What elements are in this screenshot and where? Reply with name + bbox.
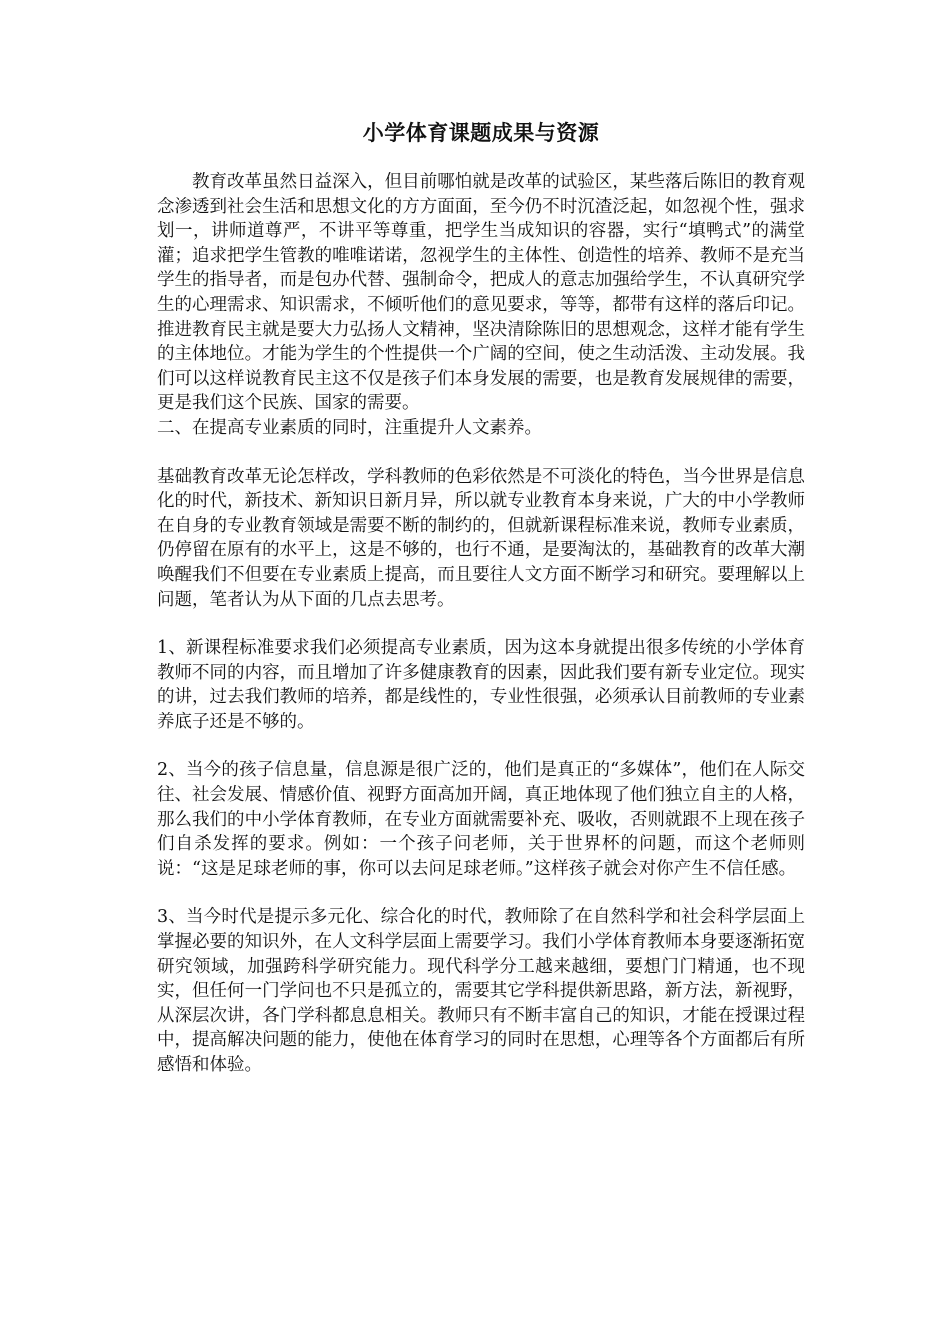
section-heading-two: 二、在提高专业素质的同时，注重提升人文素养。 (157, 417, 542, 438)
paragraph-spacer (157, 734, 805, 758)
paragraph-point-three: 3、当今时代是提示多元化、综合化的时代，教师除了在自然科学和社会科学层面上掌握必要的知识外，在人文科学层面上需要学习。我们小学体育教师本身要逐渐拓宽研究领域，加强跨科学研究能力。现代科学分工越来越细，要想门门精通，也不现实，但任何一门学问也不只是孤立的，需要其它学科提供新思路，新方法，新视野，从深层次讲，各门学科都息息相关。教师只有不断丰富自己的知识，才能在授课过程中，提高解决问题的能力，使他在体育学习的同时在思想，心理等各个方面都后有所感悟和体验。 (157, 907, 805, 1075)
paragraph-spacer (157, 612, 805, 636)
document-title: 小学体育课题成果与资源 (362, 120, 600, 145)
paragraph-basic-education-reform: 基础教育改革无论怎样改，学科教师的色彩依然是不可淡化的特色，当今世界是信息化的时代，新技术、新知识日新月异，所以就专业教育本身来说，广大的中小学教师在自身的专业教育领域是需要不断的制约的，但就新课程标准来说，教师专业素质，仍停留在原有的水平上，这是不够的，也行不通，是要淘汰的，基础教育的改革大潮唤醒我们不但要在专业素质上提高，而且要往人文方面不断学习和研究。要理解以上问题，笔者认为从下面的几点去思考。 (157, 466, 805, 610)
document-page (157, 118, 805, 1078)
paragraph-education-democracy: 教育改革虽然日益深入，但目前哪怕就是改革的试验区，某些落后陈旧的教育观念渗透到社会生活和思想文化的方方面面，至今仍不时沉渣泛起，如忽视个性，强求划一，讲师道尊严，不讲平等尊重，把学生当成知识的容器，实行“填鸭式”的满堂灌；追求把学生管教的唯唯诺诺，忽视学生的主体性、创造性的培养、教师不是充当学生的指导者，而是包办代替、强制命令，把成人的意志加强给学生，不认真研究学生的心理需求、知识需求，不倾听他们的意见要求，等等，都带有这样的落后印记。推进教育民主就是要大力弘扬人文精神，坚决清除陈旧的思想观念，这样才能有学生的主体地位。才能为学生的个性提供一个广阔的空间，使之生动活泼、主动发展。我们可以这样说教育民主这不仅是孩子们本身发展的需要，也是教育发展规律的需要，更是我们这个民族、国家的需要。 (157, 172, 805, 414)
paragraph-spacer (157, 441, 805, 465)
paragraph-point-two: 2、当今的孩子信息量，信息源是很广泛的，他们是真正的“多媒体”，他们在人际交往、社会发展、情感价值、视野方面高加开阔，真正地体现了他们独立自主的人格，那么我们的中小学体育教师，在专业方面就需要补充、吸收，否则就跟不上现在孩子们自杀发挥的要求。例如：一个孩子问老师，关于世界杯的问题，而这个老师则说：“这是足球老师的事，你可以去问足球老师。”这样孩子就会对你产生不信任感。 (157, 760, 805, 879)
paragraph-spacer (157, 881, 805, 905)
paragraph-point-one: 1、新课程标准要求我们必须提高专业素质，因为这本身就提出很多传统的小学体育教师不同的内容，而且增加了许多健康教育的因素，因此我们要有新专业定位。现实的讲，过去我们教师的培养，都是线性的，专业性很强，必须承认目前教师的专业素养底子还是不够的。 (157, 638, 805, 732)
